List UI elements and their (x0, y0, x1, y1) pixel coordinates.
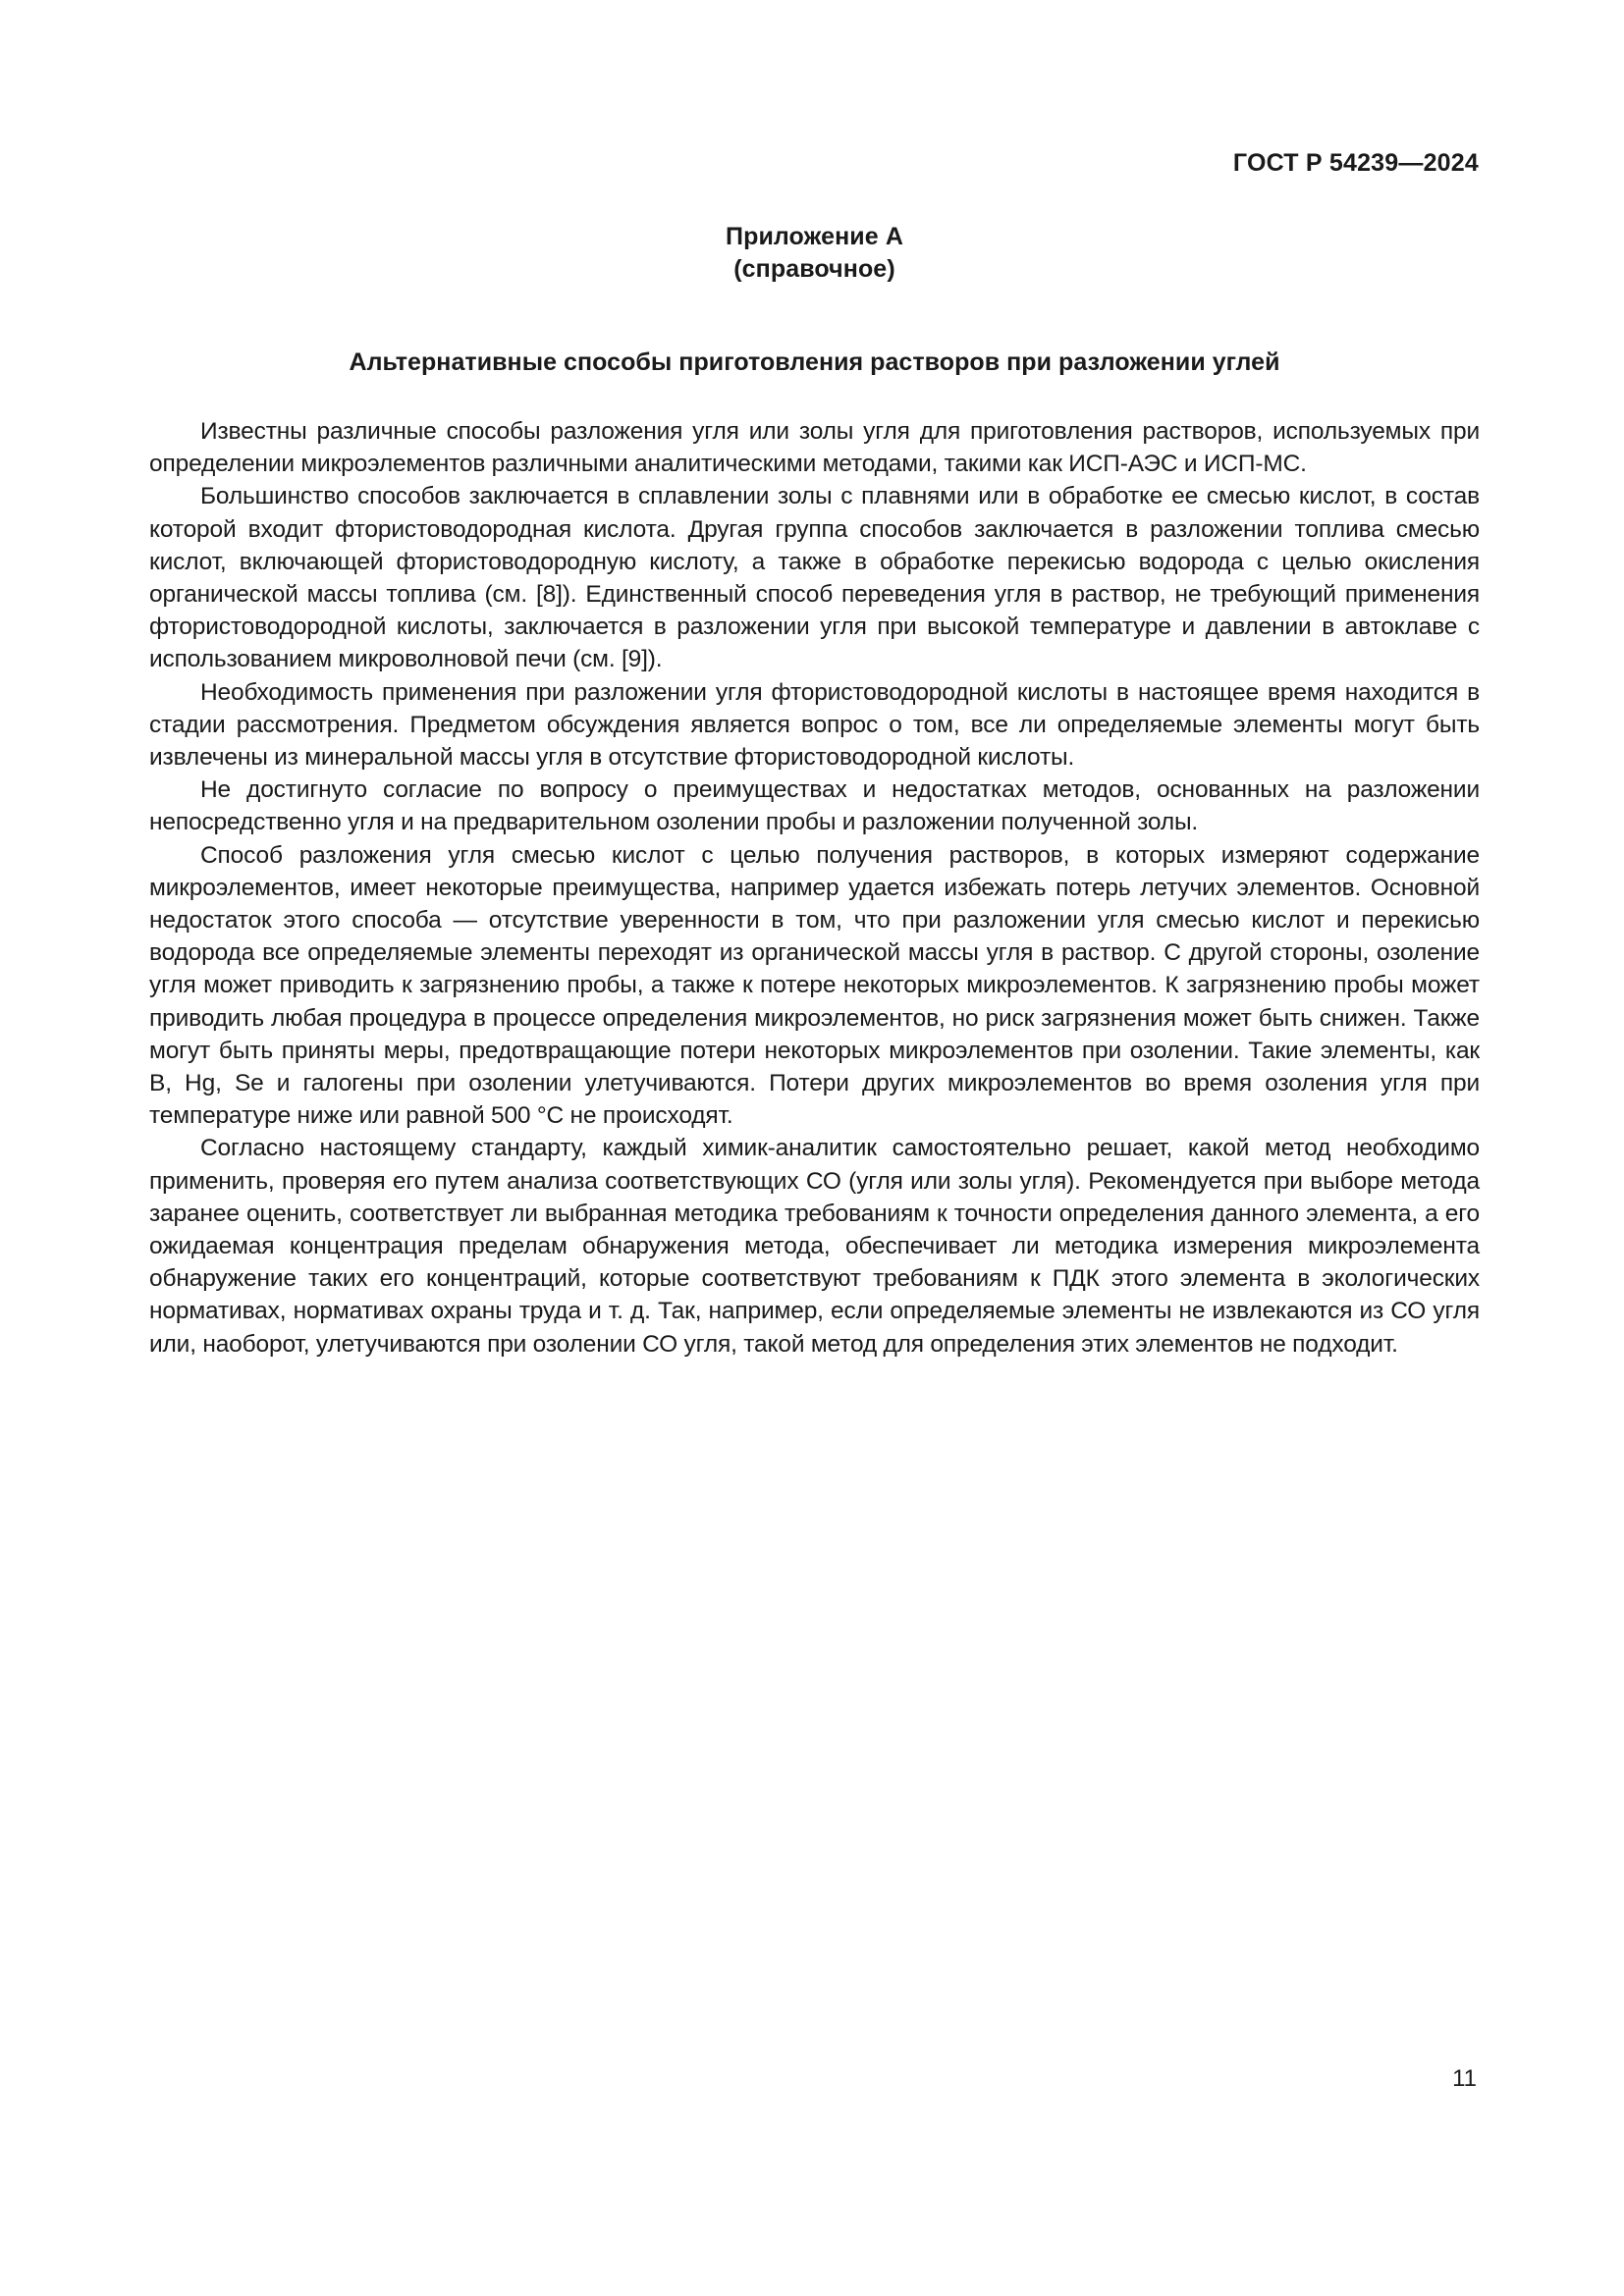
paragraph: Не достигнуто согласие по вопросу о преимуществах и недостатках методов, основанных на разложении непосредственно угля и на предварительном озолении пробы и разложении полученной золы. (149, 776, 1480, 836)
paragraph: Необходимость применения при разложении угля фтористоводородной кислоты в настоящее время находится в стадии рассмотрения. Предметом обсуждения является вопрос о том, все ли определяемые элементы могут быть извлечены из минеральной массы угля в отсутствие фтористоводородной кислоты. (149, 678, 1480, 772)
paragraph: Согласно настоящему стандарту, каждый химик-аналитик самостоятельно решает, какой метод необходимо применить, проверяя его путем анализа соответствующих СО (угля или золы угля). Рекомендуется при выборе метода заранее оценить, соответствует ли выбранная методика требованиям к точности определения данного элемента, а его ожидаемая концентрация пределам обнаружения метода, обеспечивает ли методика измерения микроэлемента обнаружение таких его концентраций, которые соответствуют требованиям к ПДК этого элемента в экологических нормативах, нормативах охраны труда и т. д. Так, например, если определяемые элементы не извлекаются из СО угля или, наоборот, улетучиваются при озолении СО угля, такой метод для определения этих элементов не подходит. (149, 1135, 1480, 1358)
annex-kind-text: (справочное) (733, 255, 895, 283)
annex-label-text: Приложение А (726, 223, 903, 250)
paragraph: Способ разложения угля смесью кислот с целью получения растворов, в которых измеряют содержание микроэлементов, имеет некоторые преимущества, например удается избежать потерь летучих элементов. Основной недостаток этого способа — отсутствие уверенности в том, что при разложении угля смесью кислот и перекисью водорода все определяемые элементы переходят из органической массы угля в раствор. С другой стороны, озоление угля может приводить к загрязнению пробы, а также к потере некоторых микроэлементов. К загрязнению пробы может приводить любая процедура в процессе определения микроэлементов, но риск загрязнения может быть снижен. Также могут быть приняты меры, предотвращающие потери некоторых микроэлементов при озолении. Такие элементы, как B, Hg, Se и галогены при озолении улетучиваются. Потери других микроэлементов во время озоления угля при температуре ниже или равной 500 °C не происходят. (149, 841, 1480, 1130)
paragraph: Большинство способов заключается в сплавлении золы с плавнями или в обработке ее смесью кислот, в состав которой входит фтористоводородная кислота. Другая группа способов заключается в разложении топлива смесью кислот, включающей фтористоводородную кислоту, а также в обработке перекисью водорода с целью окисления органической массы топлива (см. [8]). Единственный способ переведения угля в раствор, не требующий применения фтористоводородной кислоты, заключается в разложении угля при высокой температуре и давлении в автоклаве с использованием микроволновой печи (см. [9]). (149, 483, 1480, 673)
annex-title: Альтернативные способы приготовления растворов при разложении углей (349, 348, 1280, 376)
body-text-block (149, 415, 1480, 1361)
page-content (149, 221, 1480, 1361)
page-number: 11 (1452, 2065, 1477, 2092)
paragraph: Известны различные способы разложения угля или золы угля для приготовления растворов, используемых при определении микроэлементов различными аналитическими методами, такими как ИСП-АЭС и ИСП-МС. (149, 418, 1480, 478)
running-head-standard-number: ГОСТ Р 54239—2024 (1232, 149, 1479, 177)
annex-heading (149, 221, 1480, 286)
